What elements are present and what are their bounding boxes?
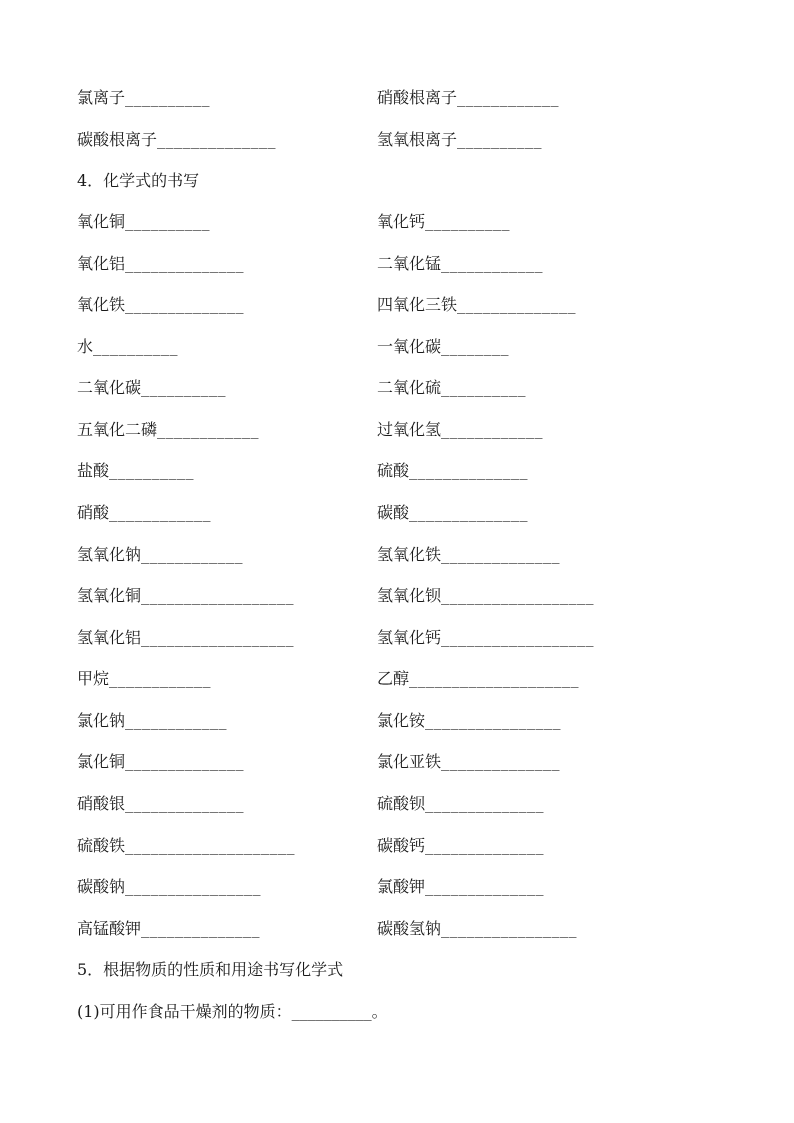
answer-blank[interactable]: ________________: [425, 711, 562, 730]
formula-row: [77, 458, 717, 484]
item-label: 氢氧根离子: [377, 130, 458, 149]
formula-row: [77, 292, 717, 318]
answer-blank[interactable]: __________________: [441, 628, 595, 647]
ion-row: [77, 85, 717, 111]
formula-row: [77, 209, 717, 235]
answer-blank[interactable]: ____________: [157, 420, 260, 439]
formula-row: [77, 916, 717, 942]
answer-blank[interactable]: ____________: [109, 503, 212, 522]
formula-row: [77, 625, 717, 651]
answer-blank[interactable]: ______________: [157, 130, 277, 149]
item-label: 氧化铁: [77, 295, 126, 314]
item-label: 盐酸: [77, 461, 110, 480]
item-label: 硫酸铁: [77, 836, 126, 855]
answer-blank[interactable]: ______________: [425, 794, 545, 813]
answer-blank[interactable]: ____________________: [125, 836, 296, 855]
item-label: 氯化铵: [377, 711, 426, 730]
answer-blank[interactable]: __________: [109, 461, 195, 480]
item-label: 氯化亚铁: [377, 752, 442, 771]
answer-blank[interactable]: __________: [457, 130, 543, 149]
item-label: 碳酸钙: [377, 836, 426, 855]
answer-blank[interactable]: ______________: [441, 545, 561, 564]
answer-blank[interactable]: ______________: [425, 836, 545, 855]
item-label: 碳酸: [377, 503, 410, 522]
answer-blank[interactable]: __________________: [441, 586, 595, 605]
section-5-question-1: (1)可用作食品干燥剂的物质：__________。: [77, 1002, 388, 1021]
item-label: 硝酸: [77, 503, 110, 522]
answer-blank[interactable]: ____________: [441, 254, 544, 273]
answer-blank[interactable]: ______________: [425, 877, 545, 896]
item-label: 二氧化锰: [377, 254, 442, 273]
formula-row: [77, 417, 717, 443]
item-label: 氯化铜: [77, 752, 126, 771]
item-label: 四氧化三铁: [377, 295, 458, 314]
item-label: 硫酸: [377, 461, 410, 480]
ion-row: [77, 127, 717, 153]
section-5-title: 5．根据物质的性质和用途书写化学式: [77, 960, 344, 979]
item-label: 氢氧化铝: [77, 628, 142, 647]
formula-row: [77, 583, 717, 609]
answer-blank[interactable]: ____________: [441, 420, 544, 439]
answer-blank[interactable]: __________: [125, 88, 211, 107]
formula-row: [77, 833, 717, 859]
answer-blank[interactable]: ____________________: [409, 669, 580, 688]
item-label: 碳酸氢钠: [377, 919, 442, 938]
answer-blank[interactable]: ____________: [141, 545, 244, 564]
item-label: 氢氧化铁: [377, 545, 442, 564]
item-label: 氢氧化铜: [77, 586, 142, 605]
item-label: 氧化铝: [77, 254, 126, 273]
answer-blank[interactable]: __________: [93, 337, 179, 356]
item-label: 二氧化硫: [377, 378, 442, 397]
answer-blank[interactable]: __________: [125, 212, 211, 231]
answer-blank[interactable]: __________________: [141, 586, 295, 605]
section-4-title: 4．化学式的书写: [77, 171, 200, 190]
item-label: 碳酸根离子: [77, 130, 158, 149]
formula-row: [77, 874, 717, 900]
answer-blank[interactable]: ______________: [409, 461, 529, 480]
item-label: 氧化钙: [377, 212, 426, 231]
answer-blank[interactable]: ______________: [125, 254, 245, 273]
item-label: 硫酸钡: [377, 794, 426, 813]
item-label: 硝酸根离子: [377, 88, 458, 107]
item-label: 硝酸银: [77, 794, 126, 813]
formula-row: [77, 251, 717, 277]
item-label: 碳酸钠: [77, 877, 126, 896]
answer-blank[interactable]: ________________: [125, 877, 262, 896]
formula-row: [77, 334, 717, 360]
item-label: 高锰酸钾: [77, 919, 142, 938]
item-label: 过氧化氢: [377, 420, 442, 439]
formula-row: [77, 708, 717, 734]
answer-blank[interactable]: ________________: [441, 919, 578, 938]
item-label: 一氧化碳: [377, 337, 442, 356]
answer-blank[interactable]: ______________: [125, 295, 245, 314]
formula-row: [77, 500, 717, 526]
item-label: 甲烷: [77, 669, 110, 688]
item-label: 二氧化碳: [77, 378, 142, 397]
answer-blank[interactable]: ______________: [457, 295, 577, 314]
formula-row: [77, 791, 717, 817]
answer-blank[interactable]: ____________: [457, 88, 560, 107]
answer-blank[interactable]: __________: [141, 378, 227, 397]
answer-blank[interactable]: ______________: [125, 752, 245, 771]
formula-row: [77, 749, 717, 775]
answer-blank[interactable]: ______________: [125, 794, 245, 813]
item-label: 乙醇: [377, 669, 410, 688]
answer-blank[interactable]: ______________: [441, 752, 561, 771]
answer-blank[interactable]: ______________: [409, 503, 529, 522]
item-label: 氢氧化钡: [377, 586, 442, 605]
answer-blank[interactable]: __________________: [141, 628, 295, 647]
item-label: 氢氧化钙: [377, 628, 442, 647]
formula-row: [77, 375, 717, 401]
formula-row: [77, 542, 717, 568]
item-label: 氧化铜: [77, 212, 126, 231]
answer-blank[interactable]: ____________: [109, 669, 212, 688]
item-label: 氯化钠: [77, 711, 126, 730]
item-label: 水: [77, 337, 94, 356]
answer-blank[interactable]: ______________: [141, 919, 261, 938]
answer-blank[interactable]: ________: [441, 337, 510, 356]
formula-row: [77, 666, 717, 692]
answer-blank[interactable]: __________: [425, 212, 511, 231]
item-label: 氯离子: [77, 88, 126, 107]
answer-blank[interactable]: __________: [441, 378, 527, 397]
item-label: 氯酸钾: [377, 877, 426, 896]
item-label: 氢氧化钠: [77, 545, 142, 564]
item-label: 五氧化二磷: [77, 420, 158, 439]
answer-blank[interactable]: ____________: [125, 711, 228, 730]
